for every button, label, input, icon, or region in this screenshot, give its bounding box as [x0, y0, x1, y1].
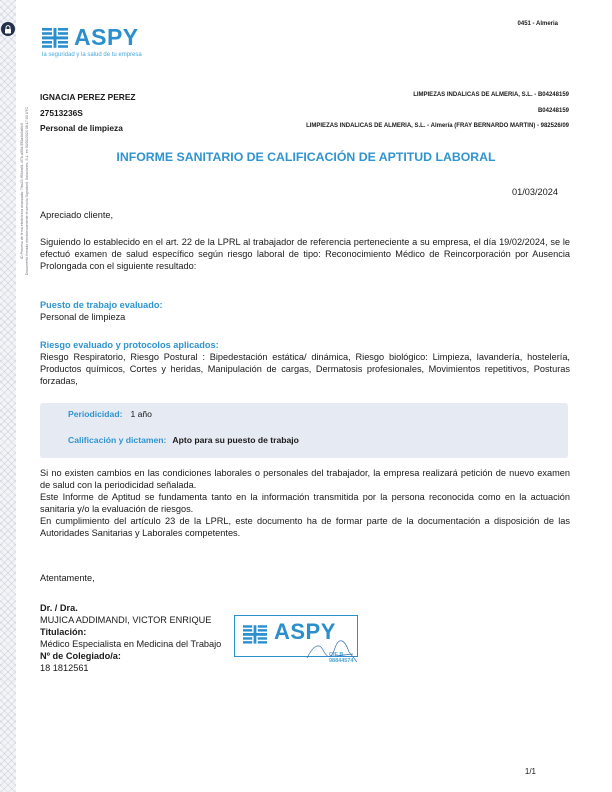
signer-title-label: Dr. / Dra.: [40, 603, 78, 613]
signer-name: MUJICA ADDIMANDI, VICTOR ENRIQUE: [40, 615, 212, 625]
job-label: Puesto de trabajo evaluado:: [40, 300, 163, 310]
farewell: Atentamente,: [40, 573, 95, 583]
stamp-cif: CIF B-98844574: [329, 652, 354, 664]
intro-paragraph: Siguiendo lo establecido en el art. 22 de la LPRL al trabajador de referencia perteneciente a su empresa, el día 19/02/2024, se le efectuó examen de salud específico según riesgo laboral de tipo: Reconocimiento Médico de Reincorporación por Ausencia Prolongada con el siguiente resultado:: [40, 237, 570, 271]
closing-paragraphs: Si no existen cambios en las condiciones laborales o personales del trabajador, la empresa realizará petición de nuevo examen de salud con la periodicidad señalada. Este Informe de Aptitud se fundamenta tanto en la información transmitida por la persona reconocida como en la actuación sanitaria y/o la evaluación de riesgos. En cumplimiento del artículo 23 de la LPRL, este documento ha de formar parte de la documentación a disposición de las Autoridades Sanitarias y Laborales competentes.: [40, 468, 570, 538]
stamp-logo-icon: [243, 625, 267, 644]
page-number: 1/1: [524, 767, 536, 776]
qualification-row: [68, 435, 299, 445]
side-note-line-1: ID Proceso de firma electrónica avanzada: 7fbc23-ff94ea61-4f7b-a95d-550a4b0a6fc5: [20, 123, 25, 260]
signature-side-note: [18, 96, 32, 286]
greeting: Apreciado cliente,: [40, 210, 114, 220]
signer-degree-label: Titulación:: [40, 627, 87, 637]
signer-college-value: 18 1812561: [40, 663, 89, 673]
brand-tagline: la seguridad y la salud de tu empresa: [42, 52, 142, 58]
brand-name: ASPY: [74, 24, 139, 50]
aspy-logo-icon: [42, 28, 68, 48]
security-pattern-strip: [0, 0, 16, 792]
signer-block: [40, 602, 230, 674]
job-section: [40, 299, 570, 323]
risk-section: [40, 339, 570, 387]
company-line-1: LIMPIEZAS INDALICAS DE ALMERIA, S.L. - B04248159: [413, 92, 569, 98]
stamp-brand-name: ASPY: [274, 619, 336, 644]
report-title: INFORME SANITARIO DE CALIFICACIÓN DE APTITUD LABORAL: [116, 150, 496, 164]
handwritten-signature: [305, 636, 361, 664]
report-date: 01/03/2024: [512, 187, 558, 197]
qualification-value: Apto para su puesto de trabajo: [172, 435, 299, 445]
signer-degree-value: Médico Especialista en Medicina del Trabajo: [40, 639, 222, 649]
company-stamp: [234, 615, 358, 664]
company-line-3: LIMPIEZAS INDALICAS DE ALMERIA, S.L. - Almería (FRAY BERNARDO MARTIN) - 982526/09: [306, 123, 569, 130]
employee-position: Personal de limpieza: [40, 123, 123, 133]
lock-icon: [1, 22, 15, 36]
periodicity-row: [68, 409, 152, 419]
company-line-2: B04248159: [537, 107, 569, 114]
employee-id: 27513236S: [40, 107, 83, 118]
qualification-label: Calificación y dictamen:: [68, 435, 167, 445]
signer-college-label: Nº de Colegiado/a:: [40, 651, 121, 661]
employee-name: IGNACIA PEREZ PEREZ: [40, 92, 136, 102]
company-block: [306, 88, 569, 135]
job-value: Personal de limpieza: [40, 312, 126, 322]
periodicity-label: Periodicidad:: [68, 409, 123, 419]
risk-value: Riesgo Respiratorio, Riesgo Postural : Bipedestación estática/ dinámica, Riesgo biológico: Limpieza, lavandería, hostelería, Productos químicos, Cortes y heridas, Manipulación de cargas, Dermatosis profesionales, Movimientos repetitivos, Posturas forzadas,: [40, 352, 570, 386]
risk-label: Riesgo evaluado y protocolos aplicados:: [40, 340, 219, 350]
document-reference: 0451 - Almeria: [517, 21, 558, 27]
aspy-logo: [42, 24, 139, 51]
periodicity-value: 1 año: [130, 409, 152, 419]
employee-block: [40, 90, 136, 137]
side-note-line-2: Documento firmado electrónicamente el servicio Signaturit. Soluciones, S.L. en 03/03/2024 08:17:03 UTC: [25, 106, 29, 276]
result-box: [40, 403, 568, 458]
